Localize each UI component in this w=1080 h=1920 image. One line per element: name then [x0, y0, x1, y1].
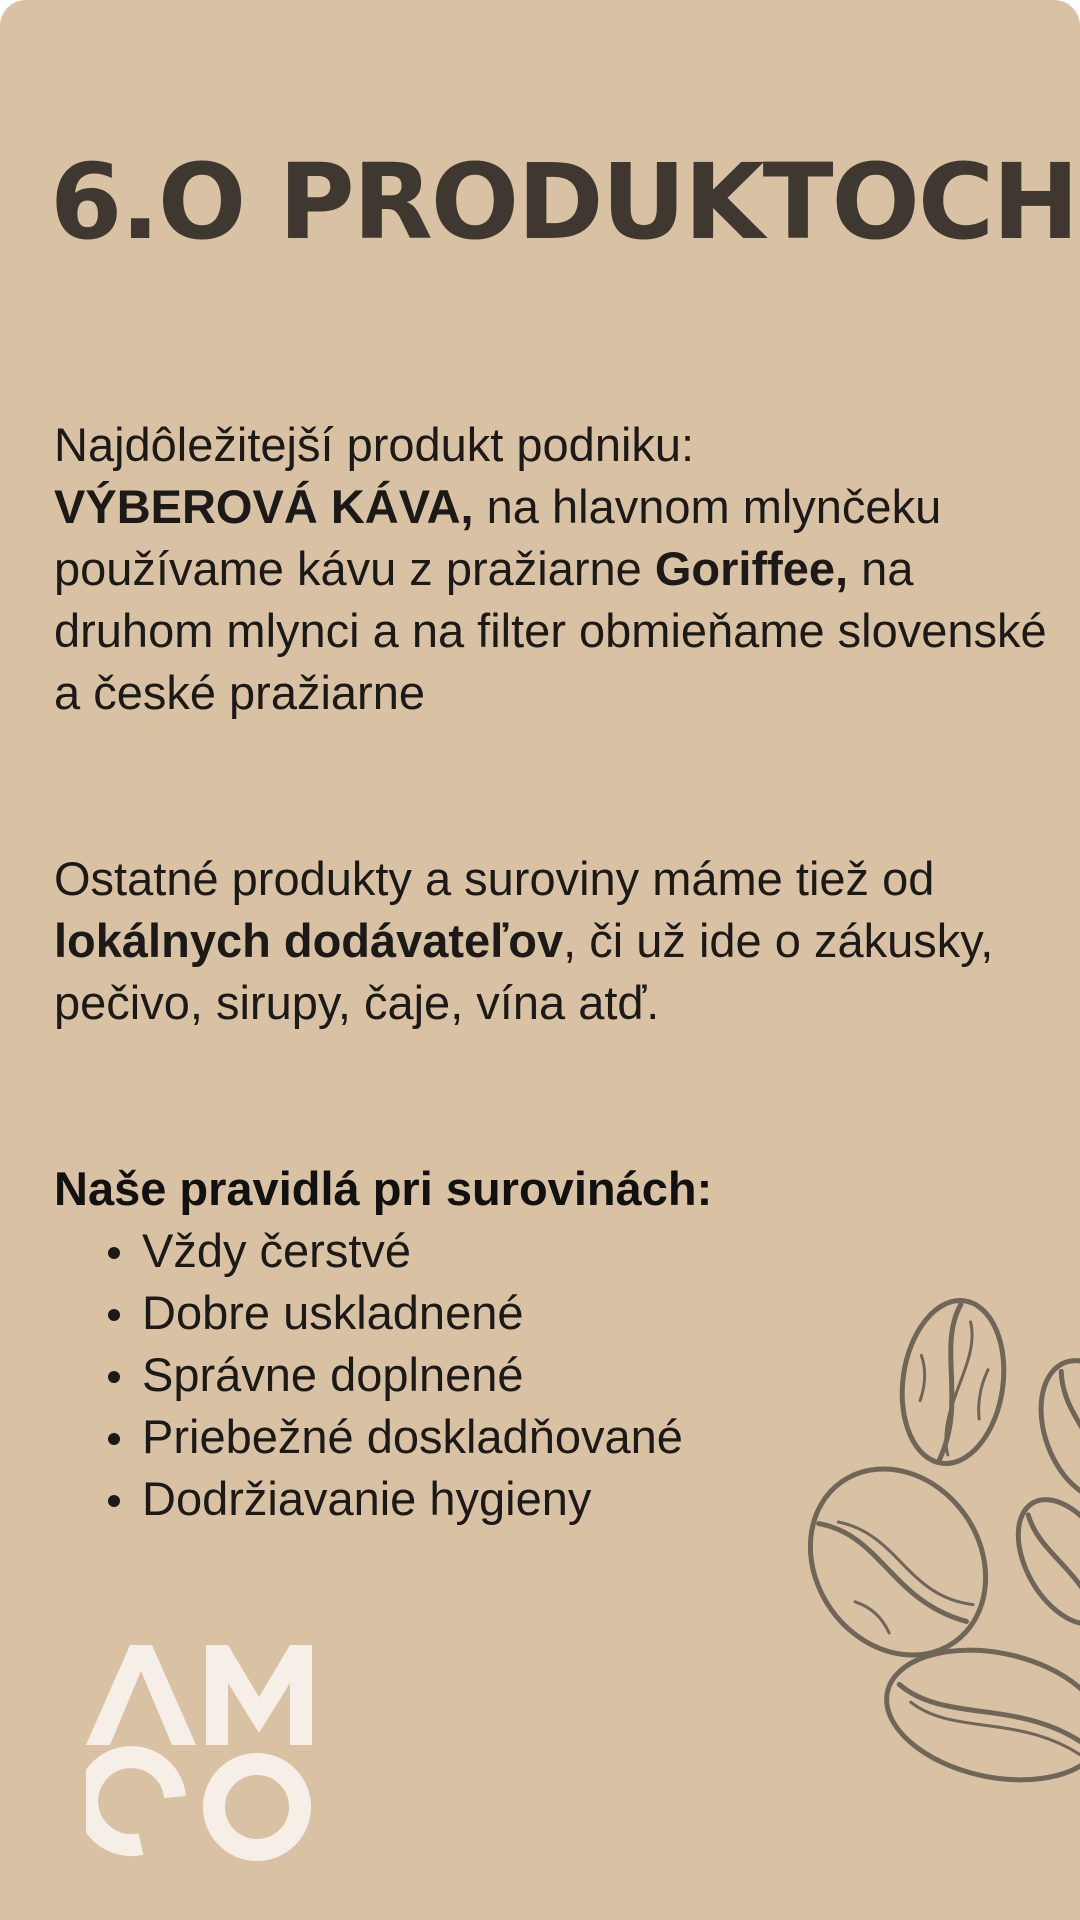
- rule-item: Správne doplnené: [100, 1344, 683, 1406]
- rule-item: Priebežné doskladňované: [100, 1406, 683, 1468]
- rule-item: Dobre uskladnené: [100, 1282, 683, 1344]
- logo-letter-c: [87, 1757, 175, 1845]
- intro-paragraph: [54, 414, 1054, 724]
- logo-letter-o: [214, 1764, 300, 1850]
- rules-heading: Naše pravidlá pri surovinách:: [54, 1162, 713, 1215]
- specialty-coffee-highlight: VÝBEROVÁ KÁVA,: [54, 480, 474, 533]
- intro-line: Najdôležitejší produkt podniku:: [54, 418, 695, 471]
- rule-item: Vždy čerstvé: [100, 1220, 683, 1282]
- amco-logo: [86, 1645, 312, 1861]
- logo-letter-a: [86, 1645, 196, 1745]
- intro-text-continued: na druhom mlynci a na filter obmieňame slovenské a české pražiarne: [54, 542, 1047, 719]
- intro-text: na hlavnom mlynčeku používame kávu z pražiarne: [54, 480, 942, 595]
- page-title: 6.O PRODUKTOCH: [50, 141, 1078, 263]
- local-suppliers-highlight: lokálnych dodávateľov: [54, 914, 564, 967]
- coffee-bean-right-upper: [1023, 1347, 1080, 1513]
- rule-item: Dodržiavanie hygieny: [100, 1468, 683, 1530]
- rules-list: [100, 1220, 683, 1530]
- coffee-bean-top: [892, 1294, 1014, 1470]
- suppliers-text-continued: , či už ide o zákusky, pečivo, sirupy, čaje, vína atď.: [54, 914, 994, 1029]
- roastery-highlight: Goriffee,: [654, 542, 849, 595]
- logo-letter-m: [206, 1645, 312, 1745]
- coffee-beans-icon: [800, 1290, 1080, 1810]
- suppliers-text: Ostatné produkty a suroviny máme tiež od: [54, 852, 935, 905]
- coffee-bean-right-middle: [998, 1483, 1080, 1641]
- suppliers-paragraph: [54, 848, 1054, 1034]
